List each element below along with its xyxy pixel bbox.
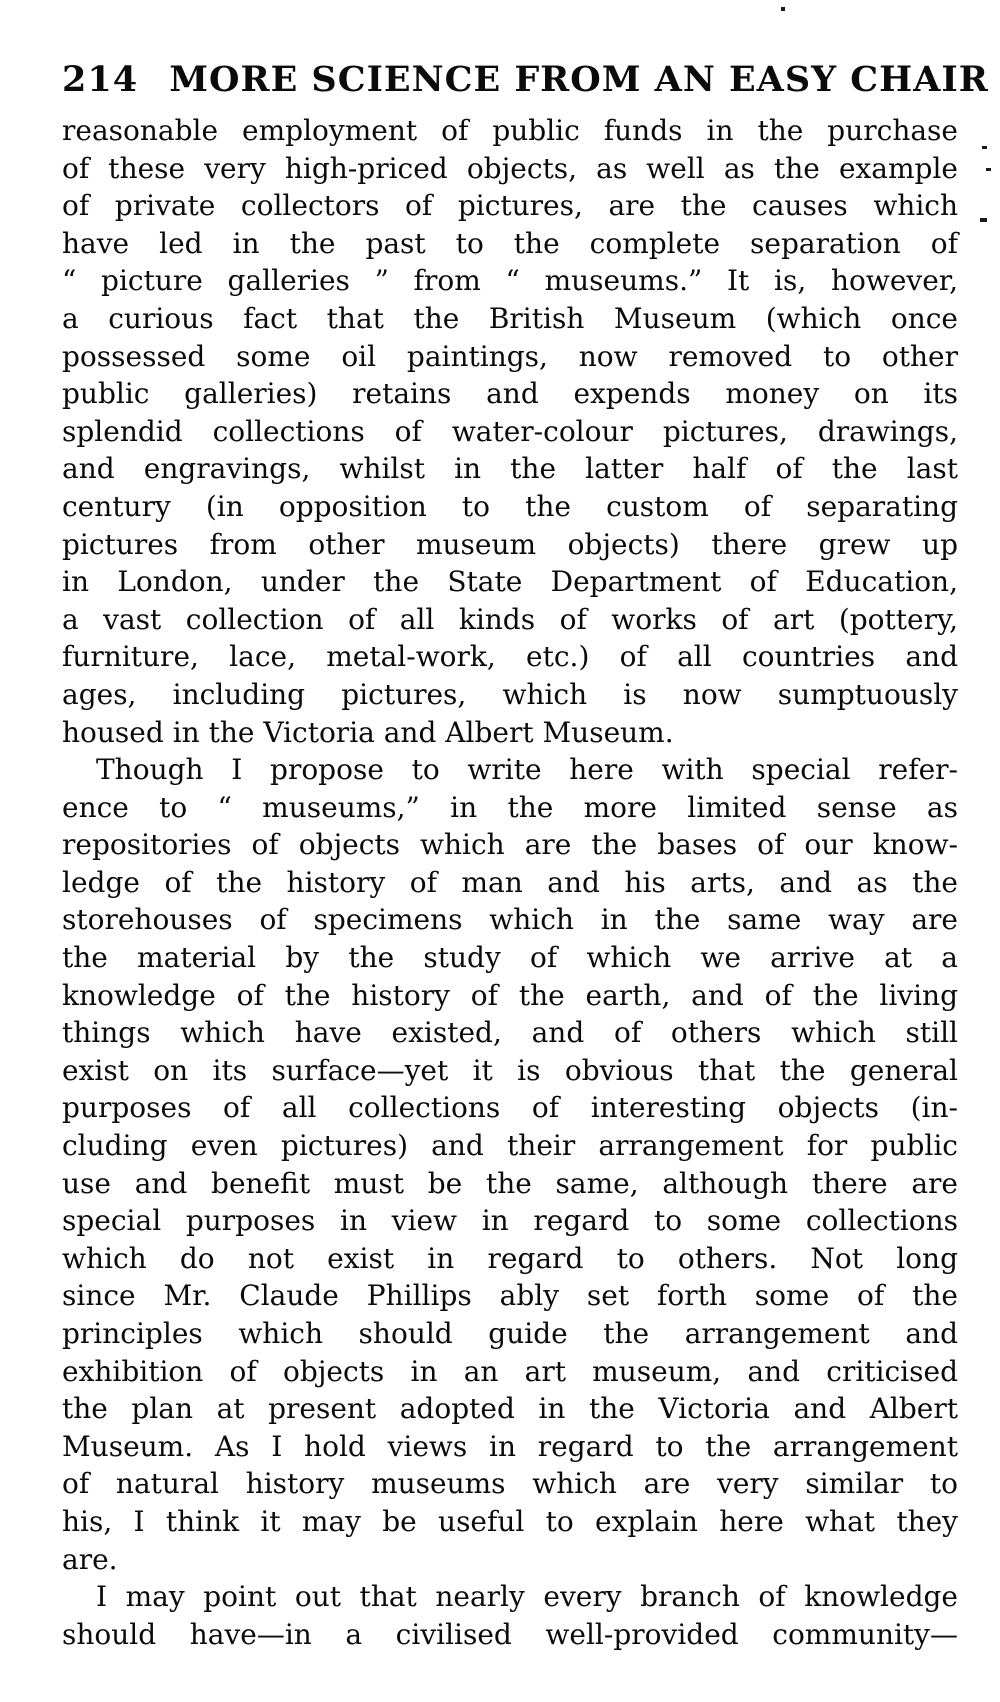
text-line: things which have existed, and of others which still xyxy=(62,1016,958,1050)
page-body xyxy=(62,112,958,1653)
text-line: of these very high-priced objects, as well as the example xyxy=(62,151,958,185)
text-line: reasonable employment of public funds in the purchase xyxy=(62,114,958,147)
text-line: possessed some oil paintings, now removed to other xyxy=(62,339,958,373)
text-line: ledge of the history of man and his arts, and as the xyxy=(62,865,958,899)
text-line: have led in the past to the complete separation of xyxy=(62,226,958,260)
text-line: which do not exist in regard to others. Not long xyxy=(62,1241,958,1275)
text-line: pictures from other museum objects) there grew up xyxy=(62,527,958,561)
text-line: and engravings, whilst in the latter half of the last xyxy=(62,452,958,486)
text-line: exist on its surface—yet it is obvious that the general xyxy=(62,1053,958,1087)
text-line: century (in opposition to the custom of separating xyxy=(62,489,958,523)
text-line: the plan at present adopted in the Victoria and Albert xyxy=(62,1392,958,1426)
text-line: principles which should guide the arrangement and xyxy=(62,1317,958,1350)
text-line: the material by the study of which we arrive at a xyxy=(62,941,958,975)
text-line: are. xyxy=(62,1542,118,1576)
text-line: a curious fact that the British Museum (which once xyxy=(62,301,958,335)
text-line: Museum. As I hold views in regard to the arrangement xyxy=(62,1429,958,1463)
page-header xyxy=(62,59,989,100)
text-line: public galleries) retains and expends money on its xyxy=(62,377,958,411)
text-line: his, I think it may be useful to explain here what they xyxy=(62,1504,958,1538)
text-line: I may point out that nearly every branch of knowledge xyxy=(96,1580,958,1614)
text-line: since Mr. Claude Phillips ably set forth some of the xyxy=(62,1279,958,1313)
text-line: storehouses of specimens which in the same way are xyxy=(62,903,958,937)
text-line: cluding even pictures) and their arrangement for public xyxy=(62,1129,958,1163)
text-line: exhibition of objects in an art museum, and criticised xyxy=(62,1354,958,1388)
scan-speck xyxy=(982,146,987,149)
text-line: “ picture galleries ” from “ museums.” It is, however, xyxy=(62,264,958,298)
text-line: purposes of all collections of interesting objects (in- xyxy=(62,1091,958,1125)
text-line: ages, including pictures, which is now sumptuously xyxy=(62,677,958,711)
text-line: in London, under the State Department of Education, xyxy=(62,565,958,599)
scan-speck xyxy=(986,168,991,171)
text-line: ence to “ museums,” in the more limited sense as xyxy=(62,790,958,824)
text-line: use and benefit must be the same, although there are xyxy=(62,1166,958,1200)
text-line: housed in the Victoria and Albert Museum. xyxy=(62,715,674,749)
text-line: Though I propose to write here with special refer- xyxy=(96,753,958,787)
text-line: knowledge of the history of the earth, and of the living xyxy=(62,978,958,1012)
scan-speck xyxy=(980,218,987,222)
text-line: special purposes in view in regard to some collections xyxy=(62,1204,958,1238)
text-line: a vast collection of all kinds of works of art (pottery, xyxy=(62,602,958,636)
text-line: of natural history museums which are very similar to xyxy=(62,1467,958,1501)
scan-speck xyxy=(781,7,785,11)
running-title: MORE SCIENCE FROM AN EASY CHAIR xyxy=(169,59,989,100)
text-line: should have—in a civilised well-provided community— xyxy=(62,1617,958,1651)
text-line: repositories of objects which are the bases of our know- xyxy=(62,828,958,862)
text-line: of private collectors of pictures, are the causes which xyxy=(62,189,958,223)
page-number: 214 xyxy=(62,59,139,100)
text-line: splendid collections of water-colour pictures, drawings, xyxy=(62,414,958,448)
text-line: furniture, lace, metal-work, etc.) of all countries and xyxy=(62,640,958,674)
